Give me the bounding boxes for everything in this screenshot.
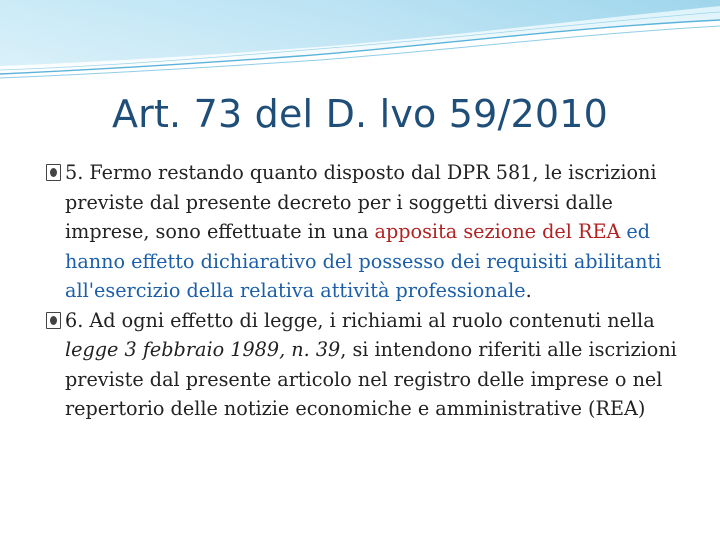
paragraph-text: Fermo restando quanto disposto dal DPR 581, le iscrizioni previste dal presente decreto per i soggetti diversi dalle imprese, sono effettuate in una xyxy=(65,161,657,243)
slide-title: Art. 73 del D. lvo 59/2010 xyxy=(111,92,609,136)
slide-body xyxy=(46,158,686,424)
bullet-glyph-icon xyxy=(46,164,61,181)
paragraph-text: . xyxy=(525,279,532,302)
paragraph-6 xyxy=(46,306,686,424)
bullet-glyph-icon xyxy=(46,312,61,329)
paragraph-text: , si intendono riferiti alle iscrizioni previste dal presente articolo nel registro delle imprese o nel repertorio delle notizie economiche e amministrative (REA) xyxy=(65,338,677,420)
highlight-text-blue: ed hanno effetto dichiarativo del possesso dei requisiti abilitanti all'esercizio della relativa attività professionale xyxy=(65,220,662,302)
paragraph-text: Ad ogni effetto di legge, i richiami al ruolo contenuti nella xyxy=(83,308,655,332)
highlight-text-red: apposita sezione del REA xyxy=(374,220,621,243)
paragraph-number: 5. xyxy=(65,161,84,184)
paragraph-number: 6. xyxy=(65,308,84,332)
law-reference: legge 3 febbraio 1989, n. 39 xyxy=(65,338,341,361)
header-wave-decoration xyxy=(0,0,720,90)
paragraph-5 xyxy=(46,158,686,306)
